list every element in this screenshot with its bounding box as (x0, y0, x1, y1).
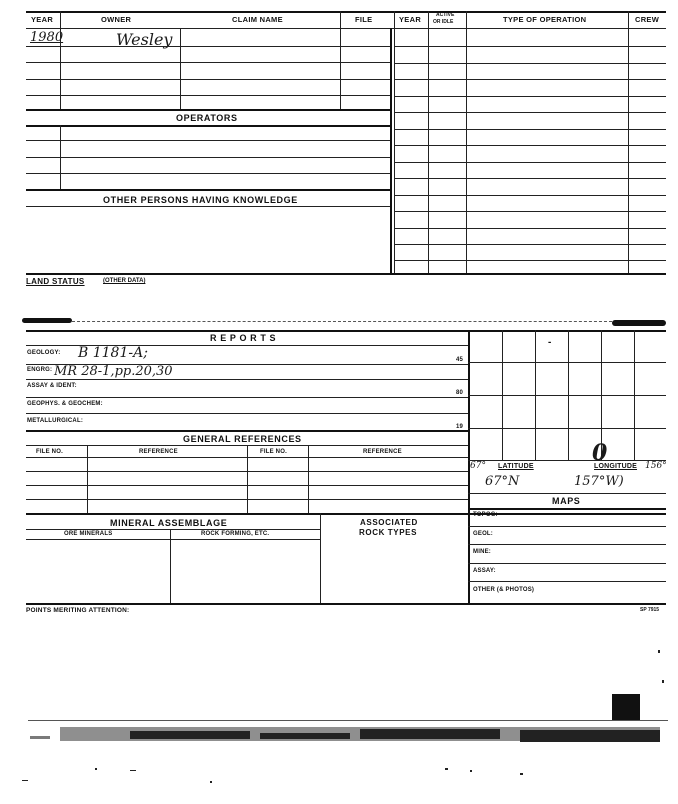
points-meriting-attention-label: POINTS MERITING ATTENTION: (26, 607, 130, 614)
geology-value: B 1181-A; (78, 345, 148, 361)
gr-reference-1: REFERENCE (139, 449, 178, 455)
maps-assay: ASSAY: (473, 568, 496, 574)
num-45: 45 (456, 357, 464, 363)
entry-year: 1980 (30, 30, 64, 45)
ore-minerals-label: ORE MINERALS (64, 531, 113, 537)
longitude-value: 157°W) (574, 474, 624, 489)
year2-header: YEAR (399, 15, 422, 24)
engrg-label: ENGRG: (27, 367, 53, 373)
longitude-label: LONGITUDE (594, 463, 638, 470)
num-19: 19 (456, 424, 464, 430)
metallurgical-label: METALLURGICAL: (27, 418, 84, 424)
assay-ident-label: ASSAY & IDENT: (27, 383, 77, 389)
land-status-label: LAND STATUS (26, 277, 85, 286)
type-of-operation-header: TYPE OF OPERATION (503, 15, 587, 24)
file-header: FILE (355, 15, 373, 24)
maps-geol: GEOL: (473, 531, 493, 537)
maps-topog: TOPOG: (473, 512, 498, 518)
reports-title: R E P O R T S (210, 333, 277, 343)
maps-title: MAPS (552, 496, 581, 506)
latitude-label: LATITUDE (498, 463, 534, 470)
owner-header: OWNER (101, 15, 132, 24)
grid-dash-mark: - (548, 337, 552, 348)
form-code: SP 7915 (640, 607, 660, 613)
mineral-assemblage-title: MINERAL ASSEMBLAGE (110, 518, 228, 528)
engrg-value: MR 28-1,pp.20,30 (54, 364, 173, 379)
geophys-label: GEOPHYS. & GEOCHEM: (27, 401, 103, 407)
gr-reference-2: REFERENCE (363, 449, 402, 455)
crew-header: CREW (635, 15, 660, 24)
lon-mark: 156° (645, 461, 667, 471)
active-header-line2: OR IDLE (433, 19, 454, 25)
associated-line1: ASSOCIATED (360, 518, 418, 527)
active-header-line1: ACTIVE (436, 12, 455, 18)
circled-zero: 0 (592, 440, 608, 466)
general-references-title: GENERAL REFERENCES (183, 434, 302, 444)
gr-file-no-1: FILE NO. (36, 449, 63, 455)
gr-file-no-2: FILE NO. (260, 449, 287, 455)
associated-line2: ROCK TYPES (359, 528, 418, 537)
latitude-value: 67°N (485, 474, 520, 489)
rock-forming-label: ROCK FORMING, ETC. (201, 531, 270, 537)
land-status-sub: (OTHER DATA) (103, 278, 146, 284)
num-80: 80 (456, 390, 464, 396)
geology-label: GEOLOGY: (27, 350, 61, 356)
maps-mine: MINE: (473, 549, 491, 555)
lat-mark: 67° (470, 461, 486, 471)
entry-owner: Wesley (116, 30, 173, 49)
other-persons-label: OTHER PERSONS HAVING KNOWLEDGE (103, 195, 298, 205)
maps-other: OTHER (& PHOTOS) (473, 587, 535, 593)
year-header: YEAR (31, 15, 54, 24)
claim-name-header: CLAIM NAME (232, 15, 283, 24)
operators-label: OPERATORS (176, 113, 238, 123)
